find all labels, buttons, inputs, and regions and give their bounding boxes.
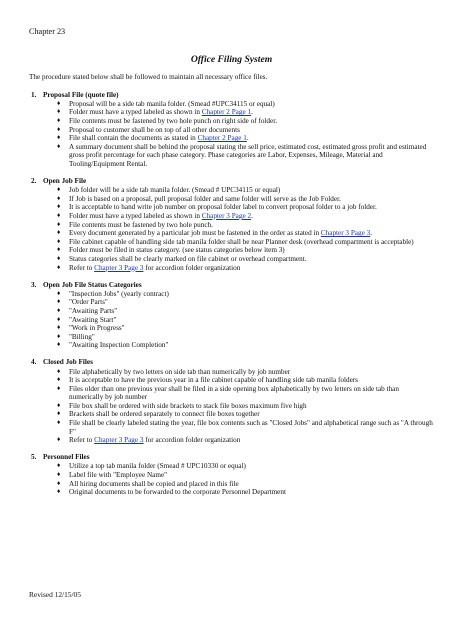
chapter-reference-link[interactable]: Chapter 3 Page 3 (94, 263, 144, 272)
item-text: File shall contain the documents as stated in (69, 134, 198, 143)
item-text: Refer to (69, 436, 95, 445)
bullet-list (29, 462, 434, 496)
list-item (57, 471, 434, 480)
item-text: . (251, 212, 253, 220)
list-item (57, 108, 434, 117)
section (29, 177, 434, 272)
list-item (57, 385, 434, 402)
list-item (57, 341, 434, 350)
bullet-list (29, 186, 434, 272)
list-item (57, 410, 434, 419)
section-number: 3. (31, 280, 37, 289)
list-item (57, 143, 434, 169)
section-number: 5. (31, 453, 37, 462)
list-item (57, 238, 434, 247)
list-item (57, 246, 434, 255)
sections-container (29, 91, 434, 497)
item-text: Every document generated by a particular job must be fastened in the order as stated in (69, 229, 321, 238)
item-text: Folder must have a typed labeled as shown in (69, 108, 202, 117)
list-item (57, 376, 434, 385)
section (29, 281, 434, 350)
section-number: 1. (31, 90, 37, 99)
item-text: for accordion folder organization (143, 436, 241, 445)
list-item (57, 402, 434, 411)
item-text: A summary document shall be behind the proposal stating the sell price, estimated cost, estimated gross profit and estimated gross profit percentage for each phase category. Phase categories are Labor, Expenses, Mileage, Material and Tooling/Equipment Rental. (69, 142, 427, 169)
item-text: File contents must be fastened by two hole punch on right side of folder. (69, 117, 277, 126)
list-item (57, 255, 434, 264)
section-heading (29, 177, 434, 186)
item-text: Job folder will be a side tab manila folder. (Smead # UPC34115 or equal) (69, 186, 281, 195)
list-item (57, 229, 434, 238)
list-item (57, 221, 434, 230)
item-text: File cabinet capable of handling side tab manila folder shall be near Planner desk (overhead compartment is acceptable) (69, 237, 414, 246)
item-text: "Order Parts" (69, 298, 108, 307)
list-item (57, 126, 434, 135)
list-item (57, 333, 434, 342)
section-title: Personnel Files (43, 453, 90, 462)
item-text: It is acceptable to hand write job number on proposal folder label to convert proposal folder to a job folder. (69, 203, 377, 212)
item-text: . (370, 229, 372, 238)
item-text: File alphabetically by two letters on side tab than numerically by job number (69, 367, 291, 376)
chapter-reference-link[interactable]: Chapter 3 Page 2 (201, 212, 252, 220)
section (29, 91, 434, 169)
section-heading (29, 91, 434, 100)
item-text: Status categories shall be clearly marked on file cabinet or overhead compartment. (69, 254, 307, 263)
bullet-list (29, 100, 434, 169)
chapter-reference-link[interactable]: Chapter 2 Page 1 (201, 108, 252, 117)
list-item (57, 462, 434, 471)
item-text: Utilize a top tab manila folder (Smead # UPC10330 or equal) (69, 462, 246, 471)
item-text: Proposal to customer shall be on top of all other documents (69, 125, 240, 134)
bullet-list (29, 290, 434, 350)
item-text: Proposal will be a side tab manila folder. (Smead #UPC34115 or equal) (69, 99, 275, 108)
item-text: "Inspection Jobs" (yearly contract) (69, 289, 169, 298)
item-text: "Billing" (69, 332, 95, 341)
item-text: . (251, 108, 253, 117)
intro-paragraph: The procedure stated below shall be followed to maintain all necessary office files. (29, 73, 268, 82)
item-text: . (246, 134, 249, 143)
list-item (57, 134, 434, 143)
revision-footer: Revised 12/15/05 (29, 590, 81, 599)
chapter-reference-link[interactable]: Chapter 3 Page 3 (94, 436, 144, 445)
list-item (57, 436, 434, 445)
list-item (57, 212, 434, 221)
section-title: Proposal File (quote file) (43, 90, 119, 99)
chapter-reference-link[interactable]: Chapter 3 Page 3 (320, 229, 371, 238)
item-text: If Job is based on a proposal, pull proposal folder and same folder will serve as the Job Folder. (69, 194, 341, 203)
list-item (57, 203, 434, 212)
section-title: Open Job File Status Categories (43, 280, 142, 289)
chapter-label: Chapter 23 (29, 27, 66, 36)
item-text: Refer to (69, 263, 95, 272)
section-heading (29, 453, 434, 462)
list-item (57, 290, 434, 299)
item-text: "Awaiting Start" (69, 315, 117, 324)
item-text: It is acceptable to have the previous year in a file cabinet capable of handling side tab manila folders (69, 376, 358, 385)
section-heading (29, 281, 434, 290)
item-text: "Work in Progress" (69, 324, 125, 333)
list-item (57, 419, 434, 436)
item-text: for accordion folder organization (143, 263, 241, 272)
item-text: Folder must have a typed labeled as shown in (69, 212, 202, 220)
item-text: "Awaiting Parts" (69, 306, 118, 315)
item-text: File box shall be ordered with side brackets to stack file boxes maximum five high (69, 401, 307, 410)
list-item (57, 368, 434, 377)
list-item (57, 488, 434, 497)
section-title: Closed Job Files (43, 358, 93, 367)
section-number: 4. (31, 358, 37, 367)
page-title: Office Filing System (190, 53, 273, 65)
section-number: 2. (31, 177, 37, 186)
section-heading (29, 358, 434, 367)
list-item (57, 307, 434, 316)
item-text: File shall be clearly labeled stating the year, file box contents such as "Closed Jobs" and alphabetical range such as "A through F" (69, 419, 433, 436)
item-text: Folder must be filed in status category. (see status categories below item 3) (69, 246, 285, 255)
list-item (57, 298, 434, 307)
bullet-list (29, 368, 434, 445)
section-title: Open Job File (43, 177, 87, 186)
item-text: Files older than one previous year shall be filed in a side opening box alphabetically by two letters on side tab than numerically by job number (69, 384, 399, 402)
item-text: File contents must be fastened by two hole punch. (69, 220, 213, 229)
item-text: All hiring documents shall be copied and placed in this file (69, 479, 239, 488)
section (29, 358, 434, 444)
item-text: "Awaiting Inspection Completion" (69, 341, 169, 350)
item-text: Label file with "Employee Name" (69, 471, 168, 480)
list-item (57, 195, 434, 204)
section (29, 453, 434, 496)
item-text: Original documents to be forwarded to the corporate Personnel Department (69, 488, 286, 497)
list-item (57, 264, 434, 273)
list-item (57, 316, 434, 325)
list-item (57, 100, 434, 109)
list-item (57, 186, 434, 195)
list-item (57, 480, 434, 489)
list-item (57, 117, 434, 126)
chapter-reference-link[interactable]: Chapter 2 Page 1 (197, 134, 247, 143)
list-item (57, 324, 434, 333)
item-text: Brackets shall be ordered separately to connect file boxes together (69, 410, 260, 419)
